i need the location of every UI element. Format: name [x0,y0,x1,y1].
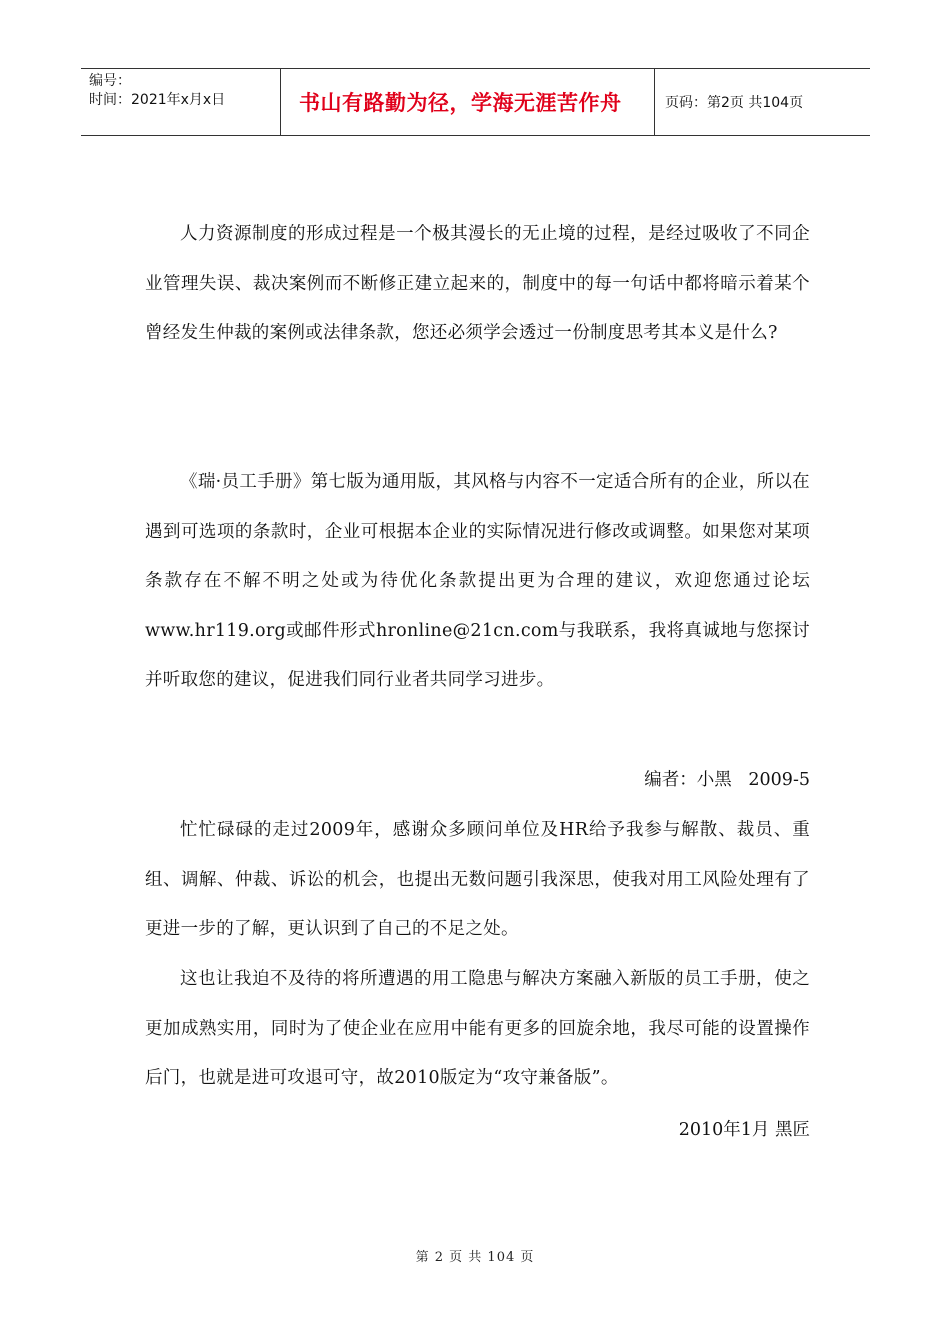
time-label: 时间：2021年x月x日 [89,92,226,108]
header-motto-cell [281,69,655,135]
editor-signature: 编者：小黑 2009-5 [644,770,810,790]
motto-text: 书山有路勤为径，学海无涯苦作舟 [299,91,622,115]
page-footer: 第 2 页 共 104 页 [415,1250,535,1265]
document-header [81,68,870,136]
paragraph-new-edition: 这也让我迫不及待的将所遭遇的用工隐患与解决方案融入新版的员工手册，使之更加成熟实用，同时为了使企业在应用中能有更多的回旋余地，我尽可能的设置操作后门，也就是进可攻退可守，故2010版定为“攻守兼备版”。 [145,969,810,1088]
paragraph-handbook-notice: 《瑞·员工手册》第七版为通用版，其风格与内容不一定适合所有的企业，所以在遇到可选项的条款时，企业可根据本企业的实际情况进行修改或调整。如果您对某项条款存在不解不明之处或为待优化条款提出更为合理的建议，欢迎您通过论坛www.hr119.org或邮件形式hronline@21cn.com与我联系，我将真诚地与您探讨并听取您的建议，促进我们同行业者共同学习进步。 [145,472,810,690]
paragraph-reflection: 忙忙碌碌的走过2009年，感谢众多顾问单位及HR给予我参与解散、裁员、重组、调解、仲裁、诉讼的机会，也提出无数问题引我深思，使我对用工风险处理有了更进一步的了解，更认识到了自己的不足之处。 [145,820,810,939]
paragraph-intro: 人力资源制度的形成过程是一个极其漫长的无止境的过程，是经过吸收了不同企业管理失误、裁决案例而不断修正建立起来的，制度中的每一句话中都将暗示着某个曾经发生仲裁的案例或法律条款，您还必须学会透过一份制度思考其本义是什么? [145,224,810,343]
page-info: 页码：第2页 共104页 [665,95,804,111]
number-label: 编号： [89,73,131,89]
header-page-cell [655,69,870,135]
author-signature: 2010年1月 黑匠 [678,1120,810,1140]
header-meta-cell [81,69,281,135]
